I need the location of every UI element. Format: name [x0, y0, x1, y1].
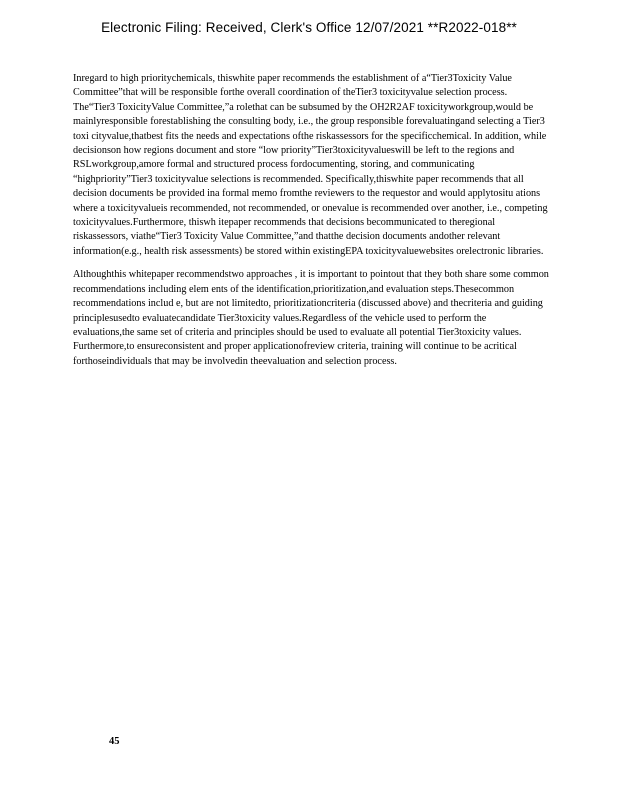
body-text	[73, 72, 549, 378]
paragraph-tier3-committee: Inregard to high prioritychemicals, thiswhite paper recommends the establishment of a“Tier3Toxicity Value Committee”that will be responsible forthe overall coordination of theTier3 toxicityvalue selection process. The“Tier3 ToxicityValue Committee,”a rolethat can be subsumed by the OH2R2AF toxicityworkgroup,would be mainlyresponsible forestablishing the consulting body, i.e., the group responsible forevaluatingand selecting a Tier3 toxi cityvalue,thatbest fits the needs and expectations ofthe riskassessors for the specificchemical. In addition, while decisionson how regions document and store “low priority”Tier3toxicityvalueswill be left to the regions and RSLworkgroup,amore formal and structured process fordocumenting, storing, and communicating “highpriority”Tier3 toxicityvalue selections is recommended. Specifically,thiswhite paper recommends that all decision documents be provided ina formal memo fromthe reviewers to the requestor and would applytositu ations where a toxicityvalueis recommended, not recommended, or onevalue is recommended over another, i.e., competing toxicityvalues.Furthermore, thiswh itepaper recommends that decisions becommunicated to theregional riskassessors, viathe“Tier3 Toxicity Value Committee,”and thatthe decision documents andother relevant information(e.g., health risk assessments) be stored within existingEPA toxicityvaluewebsites orelectronic libraries.	[73, 73, 548, 257]
paragraph-common-recommendations: Althoughthis whitepaper recommendstwo approaches , it is important to pointout that they both share some common recommendations including elem ents of the identification,prioritization,and evaluation steps.Thesecommon recommendations includ e, but are not limitedto, prioritizationcriteria (discussed above) and thecriteria and guiding principlesusedto evaluatecandidate Tier3toxicity values.Regardless of the vehicle used to perform the evaluations,the same set of criteria and principles should be used to evaluate all potential Tier3toxicity values. Furthermore,to ensureconsistent and proper applicationofreview criteria, training will continue to be acritical forthoseindividuals that may be involvedin theevaluation and selection process.	[73, 269, 549, 367]
filing-stamp-header: Electronic Filing: Received, Clerk's Office 12/07/2021 **R2022-018**	[101, 20, 517, 35]
page-number: 45	[109, 736, 120, 747]
